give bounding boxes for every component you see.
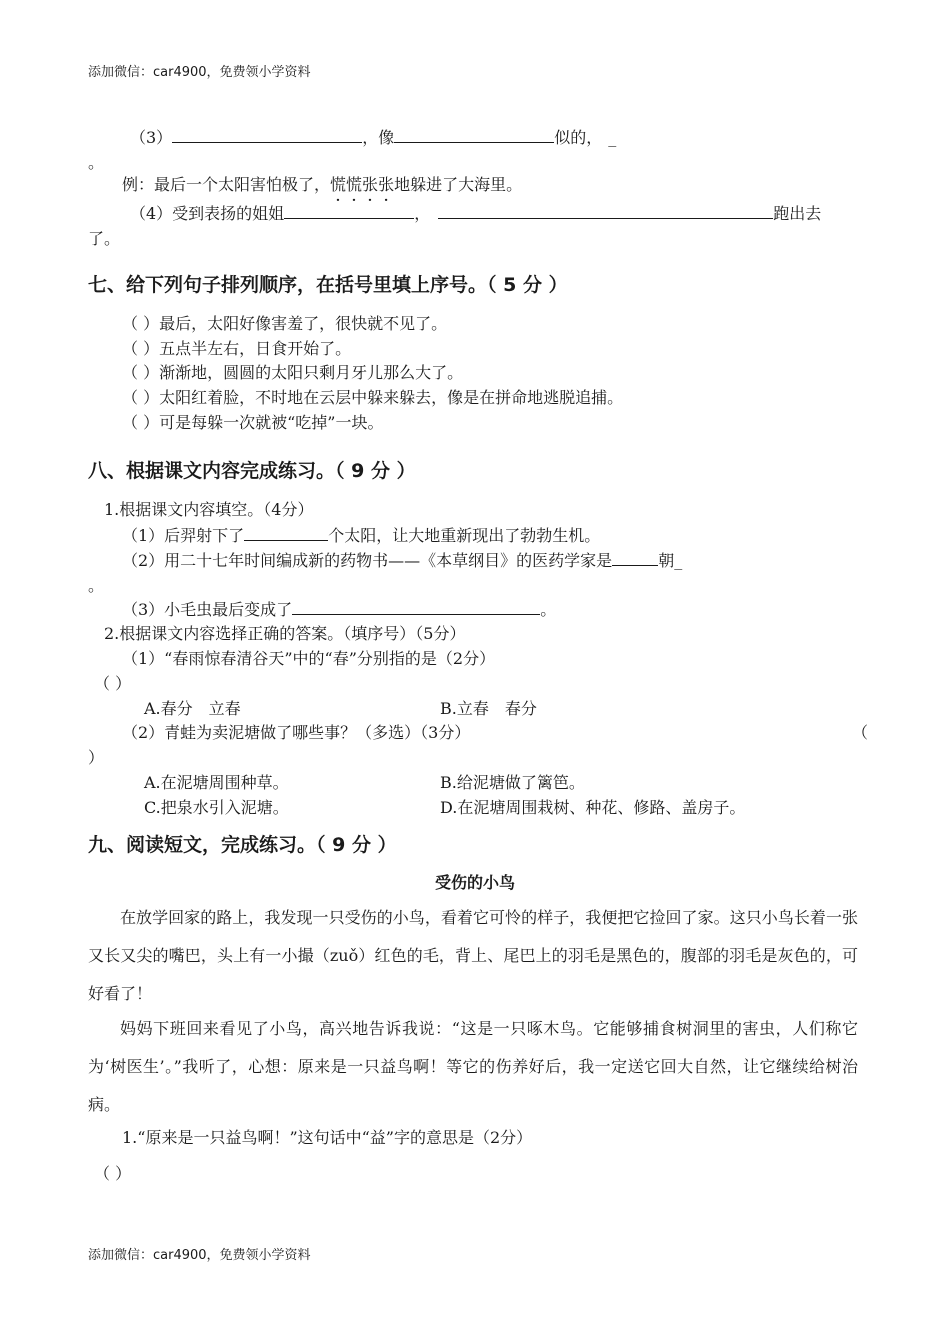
- s8-q2-2-option-c[interactable]: C.把泉水引入泥塘。: [144, 798, 289, 817]
- s8-q2-2-option-b[interactable]: B.给泥塘做了篱笆。: [440, 773, 585, 792]
- story-title: 受伤的小鸟: [434, 873, 515, 892]
- s8-q1-1-text: （1）后羿射下了: [122, 526, 245, 545]
- s8-q2-2-paren-close[interactable]: ）: [88, 748, 105, 767]
- s6-q3-end: 。: [88, 153, 105, 172]
- s8-q1-1: [122, 524, 600, 547]
- s8-q2-2-option-a[interactable]: A.在泥塘周围种草。: [144, 773, 289, 792]
- s8-q2-1: （1）“春雨惊春清谷天”中的“春”分别指的是（2分）: [122, 649, 496, 668]
- s7-item: （ ）太阳红着脸，不时地在云层中躲来躲去，像是在拼命地逃脱追捕。: [122, 388, 624, 407]
- s8-q1-3-end: 。: [540, 600, 557, 619]
- s8-q1-3-blank[interactable]: [292, 598, 540, 615]
- s8-q2-2: （2）青蛙为卖泥塘做了哪些事？（多选）（3分）: [122, 723, 471, 742]
- s6-q3-text-2: ，像: [362, 128, 395, 147]
- s8-q1-2-end: 。: [88, 576, 105, 595]
- s9-q1: 1.“原来是一只益鸟啊！”这句话中“益”字的意思是（2分）: [122, 1128, 533, 1147]
- s6-example-dot-char: 慌: [346, 175, 363, 194]
- s6-q4-end: 了。: [88, 229, 121, 248]
- section-9-title: 九、阅读短文，完成练习。（ 9 分 ）: [88, 834, 397, 856]
- s9-q1-paren[interactable]: （ ）: [94, 1164, 132, 1183]
- s8-q2-1-paren[interactable]: （ ）: [94, 674, 132, 693]
- story-paragraph-2: 妈妈下班回来看见了小鸟，高兴地告诉我说：“这是一只啄木鸟。它能够捕食树洞里的害虫，人们称它为‘树医生’。”我听了，心想：原来是一只益鸟啊！等它的伤养好后，我一定送它回大自然，让它继续给树治病。: [88, 1019, 858, 1114]
- s6-q3-blank-2[interactable]: [394, 126, 554, 143]
- s8-q2-1-option-a[interactable]: A.春分 立春: [144, 699, 241, 718]
- s8-q1-2-trailing: _: [674, 551, 683, 570]
- s8-q1-1-text-2: 个太阳，让大地重新现出了勃勃生机。: [328, 526, 601, 545]
- s8-q2-1-option-b[interactable]: B.立春 春分: [440, 699, 537, 718]
- s6-q3-line: [130, 126, 616, 149]
- s7-item: （ ）最后，太阳好像害羞了，很快就不见了。: [122, 314, 448, 333]
- s7-item: （ ）五点半左右，日食开始了。: [122, 339, 352, 358]
- s6-example-dot-char: 慌: [330, 175, 347, 194]
- s6-q3-label: （3）: [130, 128, 173, 147]
- s6-q4-line: [130, 202, 821, 225]
- page-footer: 添加微信：car4900，免费领小学资料: [88, 1248, 311, 1263]
- s8-q1-2-text-2: 朝: [658, 551, 675, 570]
- s8-part-1: 1.根据课文内容填空。（4分）: [104, 500, 314, 519]
- s6-q4-blank-2[interactable]: [438, 202, 773, 219]
- s6-example-pre: 例：最后一个太阳害怕极了，: [122, 175, 331, 194]
- s6-q4-text-1: （4）受到表扬的姐姐: [130, 204, 285, 223]
- s8-q1-1-blank[interactable]: [244, 524, 328, 541]
- section-8-title: 八、根据课文内容完成练习。（ 9 分 ）: [88, 460, 416, 482]
- s6-q4-text-3: 跑出去: [773, 204, 822, 223]
- story-paragraph-1: 在放学回家的路上，我发现一只受伤的小鸟，看着它可怜的样子，我便把它捡回了家。这只小鸟长着一张又长又尖的嘴巴，头上有一小撮（zuǒ）红色的毛，背上、尾巴上的羽毛是黑色的，腹部的羽毛是灰色的，可好看了！: [88, 908, 858, 1003]
- s6-example-dot-char: 张: [362, 175, 379, 194]
- s6-q3-blank-1[interactable]: [172, 126, 362, 143]
- s6-example-dot-char: 张: [378, 175, 395, 194]
- s6-q4-blank-1[interactable]: [284, 202, 414, 219]
- s7-item: （ ）可是每躲一次就被“吃掉”一块。: [122, 413, 384, 432]
- s6-example-post: 地躲进了大海里。: [394, 175, 523, 194]
- s6-q4-text-2: ，: [414, 204, 431, 223]
- s8-q1-3-text: （3）小毛虫最后变成了: [122, 600, 293, 619]
- s6-q3-trailing: _: [608, 128, 617, 147]
- s8-q1-2: [122, 549, 682, 572]
- s8-q1-2-text: （2）用二十七年时间编成新的药物书——《本草纲目》的医药学家是: [122, 551, 613, 570]
- s8-part-2: 2.根据课文内容选择正确的答案。（填序号）（5分）: [104, 624, 466, 643]
- s8-q1-2-blank[interactable]: [612, 549, 658, 566]
- s8-q1-3: [122, 598, 556, 621]
- s8-q2-2-paren-open[interactable]: （: [852, 723, 869, 742]
- section-7-title: 七、给下列句子排列顺序，在括号里填上序号。（ 5 分 ）: [88, 274, 568, 296]
- page-header: 添加微信：car4900，免费领小学资料: [88, 65, 311, 80]
- s6-q3-text-3: 似的，: [554, 128, 603, 147]
- s7-item: （ ）渐渐地，圆圆的太阳只剩月牙儿那么大了。: [122, 363, 464, 382]
- s8-q2-2-option-d[interactable]: D.在泥塘周围栽树、种花、修路、盖房子。: [440, 798, 746, 817]
- s6-example: [122, 174, 522, 196]
